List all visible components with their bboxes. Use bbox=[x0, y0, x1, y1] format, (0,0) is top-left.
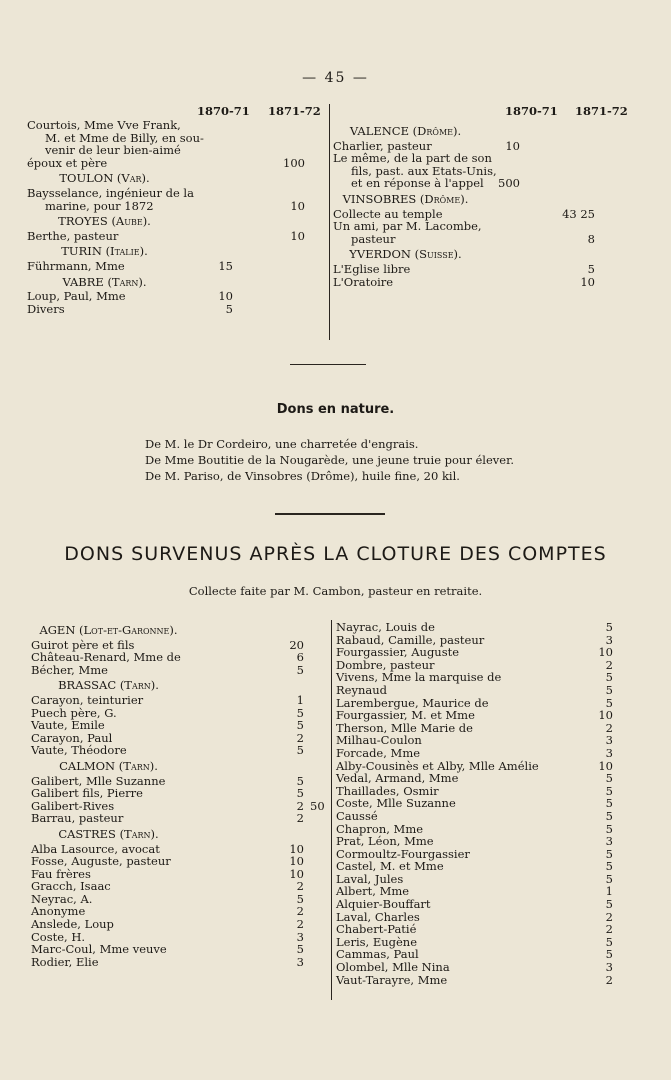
donor-row bbox=[27, 157, 327, 170]
section-region: (Drôme). bbox=[419, 191, 469, 206]
donor-name: Prat, Léon, Mme bbox=[336, 834, 434, 849]
section-city: YVERDON bbox=[349, 247, 411, 262]
section-heading bbox=[27, 172, 182, 185]
donor-name: Gracch, Isaac bbox=[31, 879, 111, 894]
donor-name: venir de leur bien-aimé bbox=[45, 143, 181, 158]
amount-francs: 10 bbox=[289, 866, 304, 881]
amount-francs: 5 bbox=[605, 846, 613, 861]
donor-row bbox=[27, 230, 327, 243]
section-heading bbox=[333, 125, 478, 138]
amount-1871-72: 8 bbox=[587, 231, 595, 246]
col-header-1870-right: 1870-71 bbox=[505, 104, 558, 118]
amount-francs: 5 bbox=[605, 934, 613, 949]
donor-name: Cammas, Paul bbox=[336, 947, 419, 962]
donor-name: Bécher, Mme bbox=[31, 662, 108, 677]
top-left-column bbox=[27, 119, 327, 315]
amount-francs: 5 bbox=[296, 786, 304, 801]
column-divider-top bbox=[329, 104, 330, 340]
donor-name: Anonyme bbox=[31, 904, 86, 919]
donor-name: Cormoultz-Fourgassier bbox=[336, 846, 470, 861]
amount-francs: 2 bbox=[605, 657, 613, 672]
section-heading bbox=[27, 245, 182, 258]
donor-name: Rodier, Elie bbox=[31, 954, 99, 969]
donor-name: Coste, H. bbox=[31, 929, 86, 944]
donor-row bbox=[333, 276, 633, 289]
section-heading bbox=[31, 679, 186, 692]
donor-name: Carayon, Paul bbox=[31, 730, 113, 745]
amount-francs: 5 bbox=[296, 743, 304, 758]
column-divider-bottom bbox=[331, 620, 332, 1000]
amount-francs: 5 bbox=[296, 773, 304, 788]
nature-title: Dons en nature. bbox=[276, 402, 395, 417]
amount-francs: 5 bbox=[605, 796, 613, 811]
donor-name: Alba Lasource, avocat bbox=[31, 841, 160, 856]
amount-francs: 3 bbox=[605, 745, 613, 760]
donor-name: Caussé bbox=[336, 808, 378, 823]
donor-name: Vaut-Tarayre, Mme bbox=[336, 972, 448, 987]
col-header-1871-right: 1871-72 bbox=[575, 104, 628, 118]
donor-name: Galibert-Rives bbox=[31, 798, 115, 813]
donor-name: Reynaud bbox=[336, 682, 387, 697]
section-region: (Italie). bbox=[105, 244, 148, 259]
bottom-left-column bbox=[31, 621, 327, 968]
top-right-column bbox=[333, 122, 633, 288]
collecte-subtitle: Collecte faite par M. Cambon, pasteur en retraite. bbox=[188, 584, 483, 598]
amount-francs: 2 bbox=[296, 879, 304, 894]
donor-name: M. et Mme de Billy, en sou- bbox=[45, 130, 204, 145]
donor-name: L'Eglise libre bbox=[333, 261, 411, 276]
donor-name: Guirot père et fils bbox=[31, 637, 135, 652]
donor-name: Château-Renard, Mme de bbox=[31, 650, 181, 665]
donor-name: Baysselance, ingénieur de la bbox=[27, 185, 194, 200]
section-city: TOULON bbox=[59, 171, 114, 186]
donor-name: Collecte au temple bbox=[333, 206, 443, 221]
section-city: BRASSAC bbox=[58, 678, 117, 693]
donor-name: Albert, Mme bbox=[336, 884, 410, 899]
donor-name: Alby-Cousinès et Alby, Mlle Amélie bbox=[336, 758, 539, 773]
amount-francs: 3 bbox=[296, 929, 304, 944]
donor-row bbox=[333, 177, 633, 190]
amount-1870-71: 10 bbox=[505, 138, 520, 153]
amount-centimes: 50 bbox=[310, 798, 325, 813]
donor-name: Puech père, G. bbox=[31, 705, 117, 720]
donor-name: Galibert fils, Pierre bbox=[31, 786, 143, 801]
amount-francs: 2 bbox=[296, 811, 304, 826]
amount-francs: 3 bbox=[605, 632, 613, 647]
amount-francs: 5 bbox=[605, 947, 613, 962]
amount-francs: 5 bbox=[296, 891, 304, 906]
donor-name: Rabaud, Camille, pasteur bbox=[336, 632, 485, 647]
amount-1871-72: 100 bbox=[283, 155, 305, 170]
amount-francs: 2 bbox=[605, 972, 613, 987]
section-region: (Suisse). bbox=[414, 247, 462, 262]
donor-name: Fourgassier, M. et Mme bbox=[336, 708, 475, 723]
donor-name: Carayon, teinturier bbox=[31, 692, 144, 707]
donor-row bbox=[27, 200, 327, 213]
donor-name: Milhau-Coulon bbox=[336, 733, 422, 748]
donor-name: Laval, Charles bbox=[336, 909, 420, 924]
amount-francs: 10 bbox=[598, 708, 613, 723]
donor-name: Divers bbox=[27, 301, 65, 316]
donor-name: Therson, Mlle Marie de bbox=[336, 720, 473, 735]
amount-francs: 10 bbox=[289, 854, 304, 869]
donor-name: Coste, Mlle Suzanne bbox=[336, 796, 456, 811]
amount-francs: 2 bbox=[296, 798, 304, 813]
donor-row bbox=[27, 187, 327, 200]
donor-name: L'Oratoire bbox=[333, 274, 394, 289]
amount-francs: 5 bbox=[605, 771, 613, 786]
donor-name: Leris, Eugène bbox=[336, 934, 418, 949]
amount-1870-71: 10 bbox=[218, 289, 233, 304]
amount-francs: 3 bbox=[296, 954, 304, 969]
donor-name: Führmann, Mme bbox=[27, 258, 125, 273]
bottom-right-column bbox=[336, 621, 626, 986]
amount-francs: 10 bbox=[598, 645, 613, 660]
amount-francs: 5 bbox=[605, 808, 613, 823]
donor-name: Courtois, Mme Vve Frank, bbox=[27, 118, 181, 132]
amount-francs: 3 bbox=[605, 834, 613, 849]
section-heading bbox=[31, 624, 186, 637]
donor-name: Vaute, Théodore bbox=[31, 743, 127, 758]
donor-name: Thaillades, Osmir bbox=[336, 783, 439, 798]
amount-francs: 2 bbox=[296, 730, 304, 745]
section-heading bbox=[31, 828, 186, 841]
donor-row bbox=[333, 233, 633, 246]
amount-francs: 5 bbox=[296, 705, 304, 720]
donor-name: pasteur bbox=[351, 231, 396, 246]
donor-name: Castel, M. et Mme bbox=[336, 859, 444, 874]
donor-name: Galibert, Mlle Suzanne bbox=[31, 773, 166, 788]
donor-name: Fau frères bbox=[31, 866, 91, 881]
amount-1871-72: 10 bbox=[290, 198, 305, 213]
amount-francs: 5 bbox=[296, 718, 304, 733]
amount-1870-71: 5 bbox=[225, 301, 233, 316]
section-city: TURIN bbox=[61, 244, 102, 259]
section-city: VINSOBRES bbox=[342, 191, 417, 206]
donor-name: Chabert-Patié bbox=[336, 922, 417, 937]
amount-francs: 5 bbox=[605, 821, 613, 836]
donor-name: Neyrac, A. bbox=[31, 891, 93, 906]
donor-name: Loup, Paul, Mme bbox=[27, 289, 126, 304]
amount-francs: 2 bbox=[605, 909, 613, 924]
donor-name: Vaute, Emile bbox=[31, 718, 105, 733]
amount-francs: 5 bbox=[605, 682, 613, 697]
donor-name: Forcade, Mme bbox=[336, 745, 421, 760]
section-heading bbox=[27, 276, 182, 289]
amount-francs: 5 bbox=[605, 859, 613, 874]
donor-name: Un ami, par M. Lacombe, bbox=[333, 219, 482, 234]
donor-name: Dombre, pasteur bbox=[336, 657, 435, 672]
section-city: CASTRES bbox=[58, 826, 116, 841]
donor-row bbox=[336, 797, 626, 810]
col-header-1871-left: 1871-72 bbox=[268, 104, 321, 118]
section-region: (Tarn). bbox=[118, 758, 158, 773]
section-region: (Drôme). bbox=[412, 124, 462, 138]
section-city: AGEN bbox=[39, 623, 76, 637]
section-region: (Aube). bbox=[111, 214, 151, 229]
section-region: (Tarn). bbox=[107, 274, 147, 289]
section-city: CALMON bbox=[59, 758, 116, 773]
amount-francs: 5 bbox=[605, 871, 613, 886]
amount-francs: 5 bbox=[605, 670, 613, 685]
donor-name: fils, past. aux Etats-Unis, bbox=[351, 163, 497, 178]
section-region: (Tarn). bbox=[119, 678, 159, 693]
amount-francs: 5 bbox=[296, 942, 304, 957]
amount-francs: 2 bbox=[296, 917, 304, 932]
amount-francs: 3 bbox=[605, 960, 613, 975]
amount-1870-71: 15 bbox=[218, 258, 233, 273]
section-region: (Var). bbox=[116, 171, 150, 186]
amount-francs: 20 bbox=[289, 637, 304, 652]
divider-rule bbox=[290, 364, 366, 365]
amount-1871-72: 10 bbox=[290, 228, 305, 243]
amount-1871-72: 10 bbox=[580, 274, 595, 289]
nature-line: De M. Pariso, de Vinsobres (Drôme), huile fine, 20 kil. bbox=[145, 469, 460, 483]
donor-row bbox=[333, 152, 633, 165]
amount-francs: 5 bbox=[605, 897, 613, 912]
donor-row bbox=[31, 956, 327, 969]
section-heading bbox=[333, 248, 478, 261]
amount-francs: 2 bbox=[605, 922, 613, 937]
amount-1870-71: 500 bbox=[498, 176, 520, 191]
donor-name: Anslede, Loup bbox=[31, 917, 114, 932]
donor-name: Berthe, pasteur bbox=[27, 228, 119, 243]
section-city: VABRE bbox=[62, 274, 104, 289]
amount-francs: 5 bbox=[296, 662, 304, 677]
divider-rule-thick bbox=[275, 513, 385, 515]
donor-name: marine, pour 1872 bbox=[45, 198, 154, 213]
donor-name: Nayrac, Louis de bbox=[336, 620, 435, 634]
donor-name: Vedal, Armand, Mme bbox=[336, 771, 459, 786]
donor-row bbox=[31, 664, 327, 677]
donor-row bbox=[27, 119, 327, 132]
amount-1871-72: 43 25 bbox=[562, 206, 595, 221]
amount-francs: 1 bbox=[296, 692, 304, 707]
amount-francs: 10 bbox=[289, 841, 304, 856]
amount-francs: 2 bbox=[605, 720, 613, 735]
donor-row bbox=[27, 303, 327, 316]
donor-row bbox=[336, 974, 626, 987]
amount-francs: 5 bbox=[605, 620, 613, 634]
col-header-1870-left: 1870-71 bbox=[197, 104, 250, 118]
section-heading bbox=[31, 760, 186, 773]
donor-name: Alquier-Bouffart bbox=[336, 897, 431, 912]
donor-row bbox=[27, 290, 327, 303]
donor-name: époux et père bbox=[27, 155, 108, 170]
donor-name: Laval, Jules bbox=[336, 871, 404, 886]
section-region: (Lot-et-Garonne). bbox=[79, 623, 178, 637]
donor-name: Larembergue, Maurice de bbox=[336, 695, 489, 710]
amount-1871-72: 5 bbox=[587, 261, 595, 276]
nature-line: De M. le Dr Cordeiro, une charretée d'engrais. bbox=[145, 437, 419, 451]
amount-francs: 5 bbox=[605, 695, 613, 710]
section-heading bbox=[333, 193, 478, 206]
amount-francs: 1 bbox=[605, 884, 613, 899]
donor-name: Le même, de la part de son bbox=[333, 151, 492, 166]
donor-row bbox=[27, 260, 327, 273]
amount-francs: 5 bbox=[605, 783, 613, 798]
section-region: (Tarn). bbox=[119, 826, 159, 841]
donor-name: Fourgassier, Auguste bbox=[336, 645, 460, 660]
amount-francs: 10 bbox=[598, 758, 613, 773]
donor-name: Fosse, Auguste, pasteur bbox=[31, 854, 171, 869]
nature-line: De Mme Boutitie de la Nougarède, une jeune truie pour élever. bbox=[145, 453, 514, 467]
donor-name: Barrau, pasteur bbox=[31, 811, 124, 826]
donor-name: Vivens, Mme la marquise de bbox=[336, 670, 502, 685]
donor-name: Chapron, Mme bbox=[336, 821, 424, 836]
donor-name: et en réponse à l'appel bbox=[351, 176, 484, 191]
amount-francs: 6 bbox=[296, 650, 304, 665]
section-city: TROYES bbox=[58, 214, 108, 229]
donor-row bbox=[31, 812, 327, 825]
page-number: — 45 — bbox=[302, 70, 369, 86]
donor-row bbox=[31, 744, 327, 757]
dons-title: DONS SURVENUS APRÈS LA CLOTURE DES COMPTES bbox=[64, 543, 607, 565]
section-heading bbox=[27, 215, 182, 228]
donor-name: Marc-Coul, Mme veuve bbox=[31, 942, 167, 957]
amount-francs: 3 bbox=[605, 733, 613, 748]
donor-name: Charlier, pasteur bbox=[333, 138, 432, 153]
amount-francs: 2 bbox=[296, 904, 304, 919]
donor-name: Olombel, Mlle Nina bbox=[336, 960, 450, 975]
section-city: VALENCE bbox=[349, 124, 409, 138]
